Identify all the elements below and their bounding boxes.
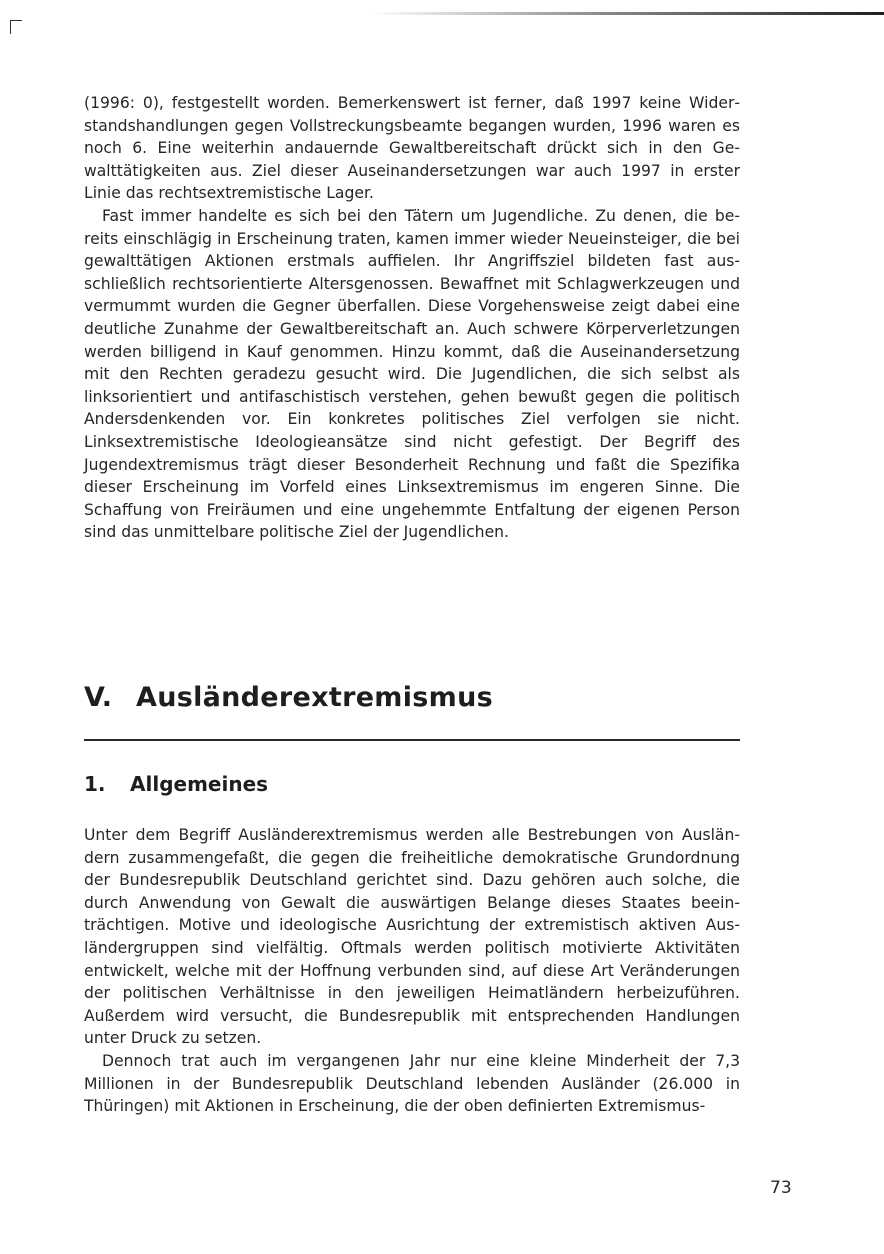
section-number: 1.	[84, 772, 106, 796]
chapter-divider	[84, 739, 740, 741]
body-text-top	[84, 92, 740, 544]
chapter-number: V.	[84, 682, 113, 713]
section-heading	[84, 772, 268, 796]
paragraph: (1996: 0), festgestellt worden. Bemerkenswert ist ferner, daß 1997 keine Widerstandshandlungen gegen Vollstreckungsbeamte begangen wurden, 1996 waren es noch 6. Eine weiterhin andauernde Gewaltbereitschaft drückt sich in den Gewalttätigkeiten aus. Ziel dieser Auseinandersetzungen war auch 1997 in erster Linie das rechtsextremistische Lager.	[84, 94, 740, 203]
chapter-heading	[84, 682, 493, 713]
paragraph: Unter dem Begriff Ausländerextremismus werden alle Bestrebungen von Ausländern zusammengefaßt, die gegen die freiheitliche demokratische Grundordnung der Bundesrepublik Deutschland gerichtet sind. Dazu gehören auch solche, die durch Anwendung von Gewalt die auswärtigen Belange dieses Staates beeinträchtigen. Motive und ideologische Ausrichtung der extremistisch aktiven Ausländergruppen sind vielfältig. Oftmals werden politisch motivierte Aktivitäten entwickelt, welche mit der Hoffnung verbunden sind, auf diese Art Veränderungen der politischen Verhältnisse in den jeweiligen Heimatländern herbeizuführen. Außerdem wird versucht, die Bundesrepublik mit entsprechenden Handlungen unter Druck zu setzen.	[84, 826, 740, 1048]
crop-mark	[10, 20, 11, 34]
crop-mark	[10, 20, 22, 21]
scan-edge-line	[370, 12, 884, 15]
body-text-bottom	[84, 824, 740, 1118]
section-title-text: Allgemeines	[130, 772, 269, 796]
chapter-title-text: Ausländerextremismus	[136, 682, 493, 713]
paragraph: Fast immer handelte es sich bei den Tätern um Jugendliche. Zu denen, die bereits einschlägig in Erscheinung traten, kamen immer wieder Neueinsteiger, die bei gewalttätigen Aktionen erstmals auffielen. Ihr Angriffsziel bildeten fast ausschließlich rechtsorientierte Altersgenossen. Bewaffnet mit Schlagwerkzeugen und vermummt wurden die Gegner überfallen. Diese Vorgehensweise zeigt dabei eine deutliche Zunahme der Gewaltbereitschaft an. Auch schwere Körperverletzungen werden billigend in Kauf genommen. Hinzu kommt, daß die Auseinandersetzung mit den Rechten geradezu gesucht wird. Die Jugendlichen, die sich selbst als linksorientiert und antifaschistisch verstehen, gehen bewußt gegen die politisch Andersdenkenden vor. Ein konkretes politisches Ziel verfolgen sie nicht. Linksextremistische Ideologieansätze sind nicht gefestigt. Der Begriff des Jugendextremismus trägt dieser Besonderheit Rechnung und faßt die Spezifika dieser Erscheinung im Vorfeld eines Linksextremismus im engeren Sinne. Die Schaffung von Freiräumen und eine ungehemmte Entfaltung der eigenen Person sind das unmittelbare politische Ziel der Jugendlichen.	[84, 206, 740, 542]
paragraph: Dennoch trat auch im vergangenen Jahr nur eine kleine Minderheit der 7,3 Millionen in der Bundesrepublik Deutschland lebenden Ausländer (26.000 in Thüringen) mit Aktionen in Erscheinung, die der oben definierten Extremismus-	[84, 1051, 740, 1116]
page-number: 73	[770, 1178, 792, 1198]
